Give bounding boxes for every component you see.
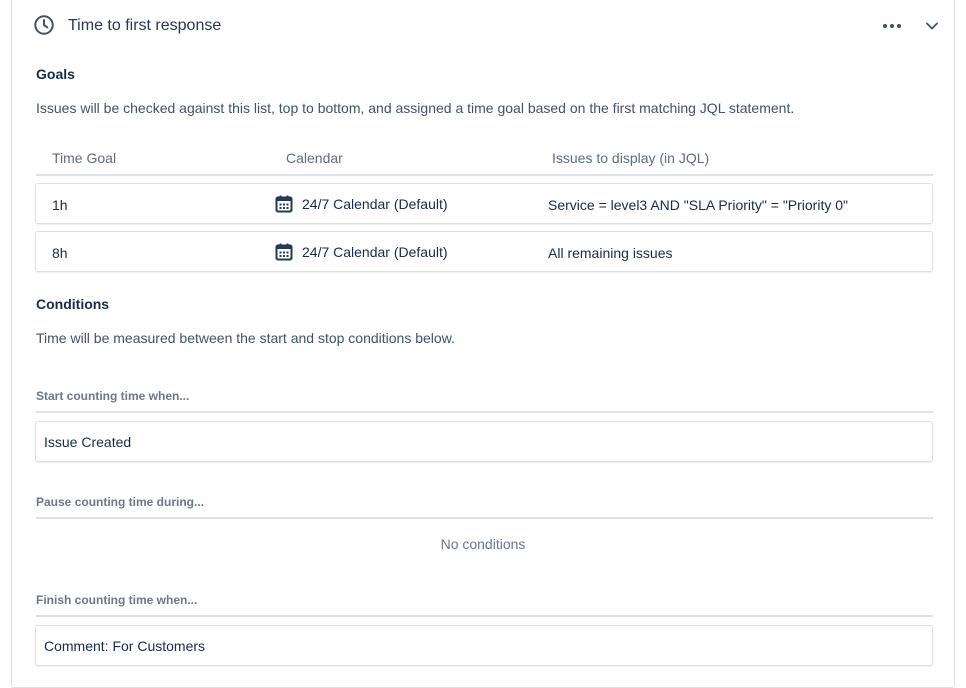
goals-heading: Goals <box>36 66 75 82</box>
pause-condition-label: Pause counting time during... <box>36 495 205 509</box>
start-condition-value: Issue Created <box>44 434 132 450</box>
clock-icon <box>33 14 55 36</box>
more-icon <box>883 24 887 28</box>
time-goal-value: 1h <box>52 197 68 213</box>
calendar-value: 24/7 Calendar (Default) <box>302 244 448 260</box>
column-header-time-goal: Time Goal <box>52 150 117 166</box>
start-condition[interactable] <box>35 421 933 462</box>
jql-value: All remaining issues <box>548 245 673 261</box>
goal-row[interactable] <box>35 231 933 272</box>
goal-row[interactable] <box>35 183 933 224</box>
jql-value: Service = level3 AND "SLA Priority" = "Priority 0" <box>548 197 848 213</box>
goals-description: Issues will be checked against this list, top to bottom, and assigned a time goal based on the first matching JQL statement. <box>36 100 795 116</box>
table-header-divider <box>36 174 933 176</box>
calendar-icon <box>275 243 293 261</box>
finish-divider <box>36 615 933 617</box>
conditions-heading: Conditions <box>36 296 110 312</box>
conditions-description: Time will be measured between the start and stop conditions below. <box>36 330 455 346</box>
start-condition-label: Start counting time when... <box>36 389 190 403</box>
finish-condition[interactable] <box>35 625 933 666</box>
calendar-value: 24/7 Calendar (Default) <box>302 196 448 212</box>
time-goal-value: 8h <box>52 245 68 261</box>
finish-condition-value: Comment: For Customers <box>44 638 206 654</box>
calendar-icon <box>275 195 293 213</box>
pause-divider <box>36 517 933 519</box>
finish-condition-label: Finish counting time when... <box>36 593 198 607</box>
no-conditions-text: No conditions <box>440 536 526 552</box>
panel-title: Time to first response <box>68 17 222 34</box>
start-divider <box>36 411 933 413</box>
more-options-button[interactable] <box>878 14 906 38</box>
column-header-jql: Issues to display (in JQL) <box>552 150 710 166</box>
chevron-down-icon[interactable] <box>922 16 942 36</box>
column-header-calendar: Calendar <box>286 150 343 166</box>
